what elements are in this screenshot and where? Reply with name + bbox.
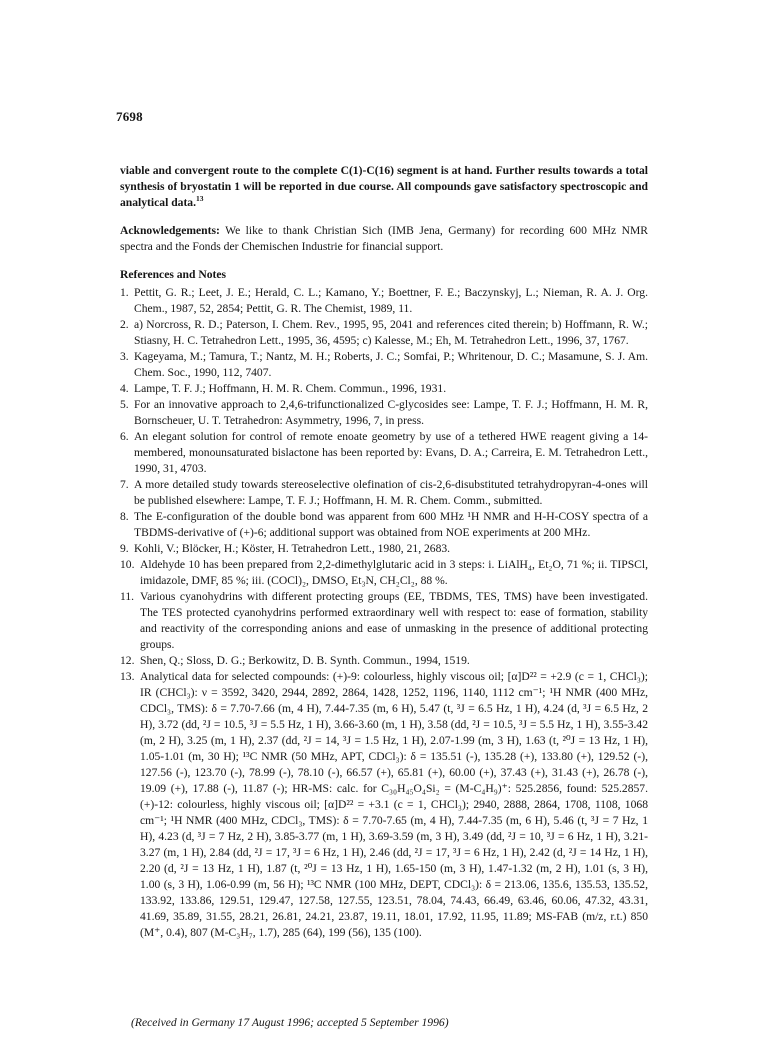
intro-text: viable and convergent route to the complete C(1)-C(16) segment is at hand. Further results towards a total synthesis of bryostatin 1 will be reported in due course. All compounds gave satisfactory spectroscopic and analytical data.	[120, 164, 648, 209]
intro-paragraph	[120, 163, 648, 211]
reference-text: Kageyama, M.; Tamura, T.; Nantz, M. H.; Roberts, J. C.; Somfai, P.; Whritenour, D. C.; Masamune, S. J. Am. Chem. Soc., 1990, 112, 7407.	[134, 350, 648, 379]
references-heading: References and Notes	[120, 268, 227, 281]
reference-number: 13.	[120, 670, 135, 683]
acknowledgements-label: Acknowledgements:	[120, 224, 220, 237]
reference-item	[120, 397, 648, 429]
reference-text: a) Norcross, R. D.; Paterson, I. Chem. Rev., 1995, 95, 2041 and references cited therein; b) Hoffmann, R. W.; Stiasny, H. C. Tetrahedron Lett., 1995, 36, 4595; c) Kalesse, M.; Eh, M. Tetrahedron Lett., 1996, 37, 1767.	[134, 318, 648, 347]
reference-text: Analytical data for selected compounds: (+)-9: colourless, highly viscous oil; [α]D²² = +2.9 (c = 1, CHCl₃); IR (CHCl₃): ν = 3592, 3420, 2944, 2892, 2864, 1428, 1252, 1196, 1140, 1112 cm⁻¹; ¹H NMR (400 MHz, CDCl₃, TMS): δ = 7.70-7.66 (m, 4 H), 7.44-7.35 (m, 6 H), 5.47 (t, ³J = 6.5 Hz, 1 H), 4.24 (d, ³J = 6.5 Hz, 2 H), 3.72 (dd, ²J = 10.5, ³J = 5.5 Hz, 1 H), 3.66-3.60 (m, 1 H), 3.58 (dd, ²J = 10.5, ³J = 5.5 Hz, 1 H), 3.55-3.42 (m, 2 H), 3.25 (m, 1 H), 2.37 (dd, ²J = 14, ³J = 1.5 Hz, 1 H), 2.07-1.99 (m, 3 H), 1.63 (t, ²⁰J = 13 Hz, 1 H), 1.05-1.01 (m, 30 H); ¹³C NMR (50 MHz, APT, CDCl₃): δ = 135.51 (-), 135.28 (+), 133.80 (+), 129.52 (-), 127.56 (-), 123.70 (-), 78.99 (-), 78.10 (-), 66.57 (+), 65.81 (+), 60.00 (+), 37.43 (+), 31.43 (+), 26.78 (-), 19.09 (+), 17.88 (-), 11.87 (-); HR-MS: calc. for C₃₀H₄₅O₄Si₂ = (M-C₄H₉)⁺: 525.2856, found: 525.2857. (+)-12: colourless, highly viscous oil; [α]D²² = +3.1 (c = 1, CHCl₃); 2940, 2888, 2864, 1708, 1108, 1068 cm⁻¹; ¹H NMR (400 MHz, CDCl₃, TMS): δ = 7.70-7.65 (m, 4 H), 7.44-7.35 (m, 6 H), 5.46 (t, ³J = 7 Hz, 1 H), 4.23 (d, ³J = 7 Hz, 2 H), 3.85-3.77 (m, 1 H), 3.69-3.59 (m, 3 H), 3.49 (dd, ²J = 10, ³J = 6 Hz, 1 H), 3.21-3.27 (m, 1 H), 2.84 (dd, ²J = 17, ³J = 6 Hz, 1 H), 2.46 (dd, ²J = 17, ³J = 6 Hz, 1 H), 2.42 (d, ²J = 14 Hz, 1 H), 2.20 (d, ²J = 13 Hz, 1 H), 1.87 (t, ²⁰J = 13 Hz, 1 H), 1.65-150 (m, 3 H), 1.47-1.32 (m, 2 H), 1.01 (s, 3 H), 1.00 (s, 3 H), 1.06-0.99 (m, 56 H); ¹³C NMR (100 MHz, DEPT, CDCl₃): δ = 213.06, 135.6, 135.53, 135.52, 133.92, 133.86, 129.51, 129.47, 127.58, 127.55, 123.51, 78.04, 74.43, 66.49, 63.46, 60.06, 47.32, 43.31, 41.69, 35.89, 31.55, 28.21, 26.81, 24.21, 23.87, 19.11, 18.01, 17.92, 11.95, 11.89; MS-FAB (m/z, r.t.) 850 (M⁺, 0.4), 807 (M-C₃H₇, 1.7), 285 (64), 199 (56), 135 (100).	[140, 670, 648, 939]
reference-item	[120, 541, 648, 557]
reference-number: 5.	[120, 398, 129, 411]
reference-item	[120, 653, 648, 669]
reference-item	[120, 589, 648, 653]
reference-text: For an innovative approach to 2,4,6-trifunctionalized C-glycosides see: Lampe, T. F. J.; Hoffmann, H. M. R, Bornscheuer, U. T. Tetrahedron: Asymmetry, 1996, 7, in press.	[134, 398, 648, 427]
article-body	[120, 163, 648, 941]
reference-item	[120, 349, 648, 381]
reference-item	[120, 381, 648, 397]
reference-text: Pettit, G. R.; Leet, J. E.; Herald, C. L.; Kamano, Y.; Boettner, F. E.; Baczynskyj, L.; Nieman, R. A. J. Org. Chem., 1987, 52, 2854; Pettit, G. R. The Chemist, 1989, 11.	[134, 286, 648, 315]
reference-number: 4.	[120, 382, 129, 395]
reference-item	[120, 669, 648, 941]
reference-item	[120, 429, 648, 477]
reference-item	[120, 317, 648, 349]
reference-number: 6.	[120, 430, 129, 443]
reference-item	[120, 285, 648, 317]
reference-text: Kohli, V.; Blöcker, H.; Köster, H. Tetrahedron Lett., 1980, 21, 2683.	[134, 542, 451, 555]
reference-text: Lampe, T. F. J.; Hoffmann, H. M. R. Chem. Commun., 1996, 1931.	[134, 382, 447, 395]
intro-footnote-ref: 13	[196, 194, 204, 204]
reference-number: 7.	[120, 478, 129, 491]
reference-number: 3.	[120, 350, 129, 363]
reference-number: 10.	[120, 558, 135, 571]
reference-item	[120, 557, 648, 589]
reference-number: 8.	[120, 510, 129, 523]
reference-text: A more detailed study towards stereoselective olefination of cis-2,6-disubstituted tetrahydropyran-4-ones will be published elsewhere: Lampe, T. F. J.; Hoffmann, H. M. R. Chem. Comm., submitted.	[134, 478, 648, 507]
reference-number: 1.	[120, 286, 129, 299]
reference-item	[120, 509, 648, 541]
reference-text: The E-configuration of the double bond was apparent from 600 MHz ¹H NMR and H-H-COSY spectra of a TBDMS-derivative of (+)-6; additional support was obtained from NOE experiments at 200 MHz.	[134, 510, 648, 539]
acknowledgements	[120, 223, 648, 255]
reference-text: Aldehyde 10 has been prepared from 2,2-dimethylglutaric acid in 3 steps: i. LiAlH₄, Et₂O, 71 %; ii. TIPSCl, imidazole, DMF, 85 %; iii. (COCl)₂, DMSO, Et₃N, CH₂Cl₂, 88 %.	[140, 558, 648, 587]
page-number: 7698	[116, 109, 143, 124]
acknowledgements-text: We like to thank Christian Sich (IMB Jena, Germany) for recording 600 MHz NMR spectra and the Fonds der Chemischen Industrie for financial support.	[120, 224, 648, 253]
received-dates: (Received in Germany 17 August 1996; accepted 5 September 1996)	[131, 1016, 449, 1029]
reference-text: Shen, Q.; Sloss, D. G.; Berkowitz, D. B. Synth. Commun., 1994, 1519.	[140, 654, 470, 667]
reference-number: 12.	[120, 654, 135, 667]
reference-text: An elegant solution for control of remote enoate geometry by use of a tethered HWE reagent giving a 14-membered, monounsaturated bislactone has been reported by: Evans, D. A.; Carreira, E. M. Tetrahedron Lett., 1990, 31, 4703.	[134, 430, 648, 475]
references-list	[120, 285, 648, 941]
reference-text: Various cyanohydrins with different protecting groups (EE, TBDMS, TES, TMS) have been investigated. The TES protected cyanohydrins performed extraordinary well with respect to: ease of formation, stability and reactivity of the corresponding anions and ease of unmasking in the presence of additional protecting groups.	[140, 590, 648, 651]
reference-number: 11.	[120, 590, 135, 603]
reference-item	[120, 477, 648, 509]
reference-number: 9.	[120, 542, 129, 555]
reference-number: 2.	[120, 318, 129, 331]
